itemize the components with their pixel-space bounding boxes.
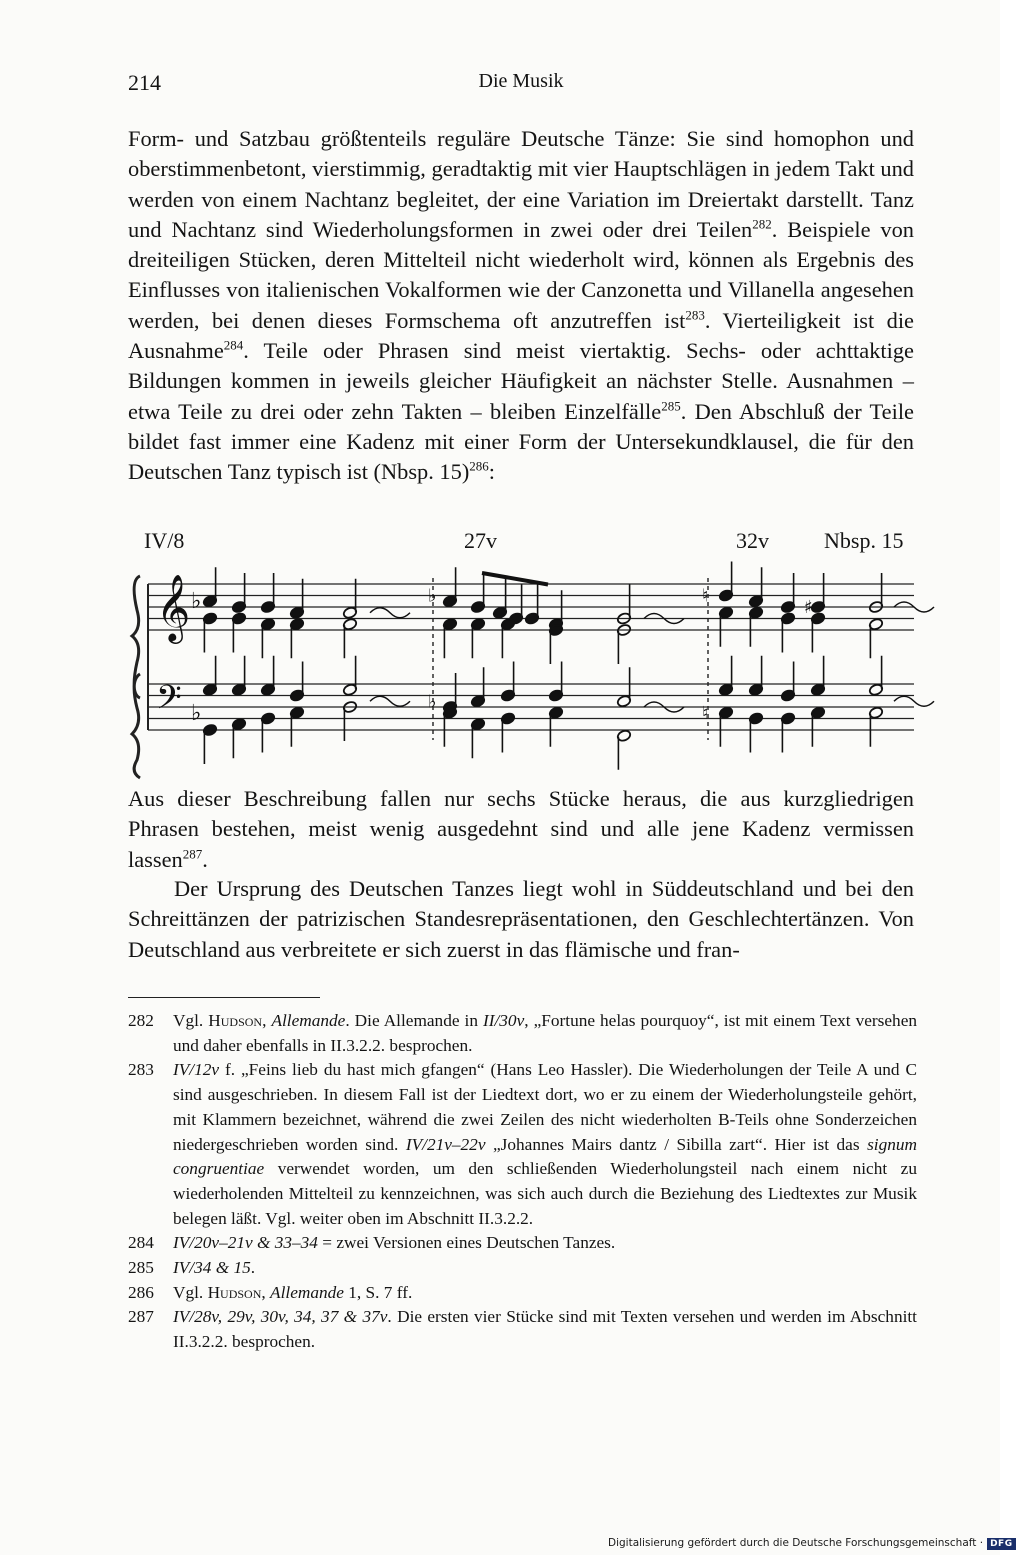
footnote-text <box>173 1305 917 1354</box>
italic-text: IV/28v, 29v, 30v, 34, 37 & 37v <box>173 1307 388 1327</box>
page-header <box>128 70 914 100</box>
italic-text: IV/20v–21v & 33–34 <box>173 1233 318 1253</box>
tie-tilde <box>894 696 934 706</box>
text-run: Aus dieser Beschreibung fallen nur sechs Stücke heraus, die aus kurzgliedrigen Phrasen bestehen, meist wenig ausgedehnt sind und alle jene Kadenz vermissen lassen <box>128 786 914 872</box>
footnote <box>128 1281 917 1306</box>
accidental-flat: ♭ <box>428 585 437 607</box>
music-label-example-number: Nbsp. 15 <box>824 528 904 553</box>
footnote <box>128 1231 917 1256</box>
footnote <box>128 1305 917 1354</box>
music-label-source: IV/8 <box>144 528 185 553</box>
text-run: „Johannes Mairs dantz / Sibilla zart“. Hier ist das <box>485 1134 868 1154</box>
text-run: Der Ursprung des Deutschen Tanzes liegt wohl in Süddeutschland und bei den Schreittänzen der patrizischen Standesrepräsentationen, den Geschlechtertänzen. Von Deutschland aus verbreitete er sich zuerst in das flämische und fran- <box>128 876 914 962</box>
footnote-number: 282 <box>128 1011 154 1030</box>
footnote-number: 283 <box>128 1060 154 1080</box>
digitization-note: Digitalisierung gefördert durch die Deutsche Forschungsgemeinschaft <box>608 1537 977 1549</box>
music-label-measure-32v: 32v <box>736 528 769 553</box>
accidental-natural: ♮ <box>702 585 709 607</box>
footnote-text <box>173 1256 917 1281</box>
footnote <box>128 1009 917 1058</box>
text-run: . Beispiele von dreiteiligen Stücken, deren Mittelteil nicht wiederholt wird, können als Ergebnis des Einflusses von italienischen Vokalformen wie der Canzonetta und Villanella angesehen werden, bei denen dieses Formschema oft anzutreffen ist <box>128 216 915 333</box>
paragraph-text <box>128 124 914 488</box>
music-label-measure-27v: 27v <box>464 528 497 553</box>
footnote-text <box>173 1009 917 1058</box>
digitization-credit: Digitalisierung gefördert durch die Deutsche Forschungsgemeinschaft · DFG <box>608 1537 1016 1550</box>
dfg-logo: DFG <box>987 1538 1016 1550</box>
italic-text: II/30v <box>482 1011 525 1030</box>
text-run: . Teile oder Phrasen sind meist viertaktig. Sechs- oder achttaktige Bildungen kommen in jeweils gleicher Häufigkeit an nächster Stelle. Ausnahmen – etwa Teile zu drei oder zehn Takten – bleiben Einzelfälle <box>128 338 914 424</box>
text-run: verwendet worden, um den schließenden Wiederholungsteil nach einem nicht zu wiederholenden Mittelteil zu kennzeichnen, was sich auch durch die Beziehung des Liedtextes zur Musik belegen läßt. Vgl. weiter oben im Abschnitt II.3.2.2. <box>173 1159 917 1228</box>
text-run: 1, S. 7 ff. <box>343 1282 413 1302</box>
footnote <box>128 1058 917 1231</box>
running-title: Die Musik <box>478 70 564 92</box>
small-caps-text: Hudson <box>208 1011 263 1030</box>
footnote-reference: 284 <box>223 337 244 353</box>
text-run: , „Fortune helas pourquoy“, ist mit einem Text versehen und daher ebenfalls in II.3.2.2. besprochen. <box>173 1011 918 1055</box>
italic-text: IV/34 & 15 <box>173 1258 251 1278</box>
footnote-reference: 283 <box>685 307 705 323</box>
footnote-number: 284 <box>128 1233 154 1253</box>
text-run: . Vierteiligkeit ist die Ausnahme <box>128 307 914 364</box>
text-run: . Die Allemande in <box>345 1011 483 1030</box>
tie-tilde <box>370 696 410 706</box>
accidental-sharp: ♯ <box>804 597 813 618</box>
key-signature-flat: ♭ <box>191 701 202 726</box>
accidental-natural: ♮ <box>702 702 709 724</box>
italic-text: IV/21v–22v <box>405 1134 486 1154</box>
key-signature-flat: ♭ <box>191 589 202 614</box>
footnote-number: 287 <box>128 1307 154 1327</box>
text-run: Vgl. <box>173 1282 208 1302</box>
text-run: Form- und Satzbau größtenteils reguläre Deutsche Tänze: Sie sind homophon und oberstimmenbetont, vierstimmig, geradtaktig mit vier Hauptschlägen in jedem Takt und werden von einem Nachtanz begleitet, der eine Variation im Dreiertakt darstellt. Tanz und Nachtanz sind Wiederholungsformen in zwei oder drei Teilen <box>128 126 914 242</box>
paragraph-text <box>128 874 914 965</box>
footnote-number: 285 <box>128 1258 154 1278</box>
text-run: . <box>202 846 208 872</box>
bass-clef: 𝄢 <box>156 679 182 725</box>
footnote-reference: 287 <box>182 846 203 862</box>
body-paragraph <box>128 784 914 875</box>
italic-text: IV/12v <box>173 1060 220 1080</box>
accidental-flat: ♭ <box>428 691 437 713</box>
footnotes <box>128 1009 917 1355</box>
italic-text: Allemande <box>270 1282 344 1302</box>
note-beam <box>482 573 548 585</box>
text-run: = zwei Versionen eines Deutschen Tanzes. <box>317 1233 616 1253</box>
text-run: Vgl. <box>173 1011 209 1030</box>
footnote-number: 286 <box>128 1282 154 1302</box>
tie-tilde <box>370 608 410 618</box>
page-number: 214 <box>128 70 161 95</box>
footnote-text <box>173 1058 917 1231</box>
footnote-reference: 286 <box>469 458 489 474</box>
text-run: , <box>261 1282 271 1302</box>
text-run: , <box>262 1011 272 1030</box>
italic-text: signum congruentiae <box>173 1134 917 1179</box>
footnote-text <box>173 1281 917 1306</box>
body-paragraph <box>128 124 914 488</box>
body-paragraph <box>128 874 914 965</box>
footnote-reference: 282 <box>752 216 772 232</box>
footnote <box>128 1256 917 1281</box>
treble-clef: 𝄞 <box>156 573 191 641</box>
small-caps-text: Hudson <box>207 1282 262 1302</box>
text-run: . Die ersten vier Stücke sind mit Texten versehen und werden im Abschnitt II.3.2.2. besprochen. <box>173 1307 917 1352</box>
footnote-separator <box>128 997 320 998</box>
text-run: . <box>250 1258 256 1278</box>
text-run: . Den Abschluß der Teile bildet fast immer eine Kadenz mit einer Form der Untersekundklausel, die für den Deutschen Tanz typisch ist (Nbsp. 15) <box>128 398 914 485</box>
music-example <box>128 528 918 780</box>
text-run: f. „Feins lieb du hast mich gfangen“ (Hans Leo Hassler). Die Wiederholungen der Teile A und C sind ausgeschrieben. In diesem Fall ist der Liedtext dort, wo er zu einem der Wiederholungsteile gehört, mit Klammern bezeichnet, während die zwei Zeilen des nicht wiederholten B-Teils ohne Sonderzeichen niedergeschrieben worden sind. <box>173 1060 917 1154</box>
footnote-reference: 285 <box>661 398 681 414</box>
paragraph-text <box>128 784 914 875</box>
italic-text: Allemande <box>271 1011 346 1030</box>
text-run: : <box>488 459 496 485</box>
music-notation <box>128 528 918 780</box>
footnote-text <box>173 1231 917 1256</box>
